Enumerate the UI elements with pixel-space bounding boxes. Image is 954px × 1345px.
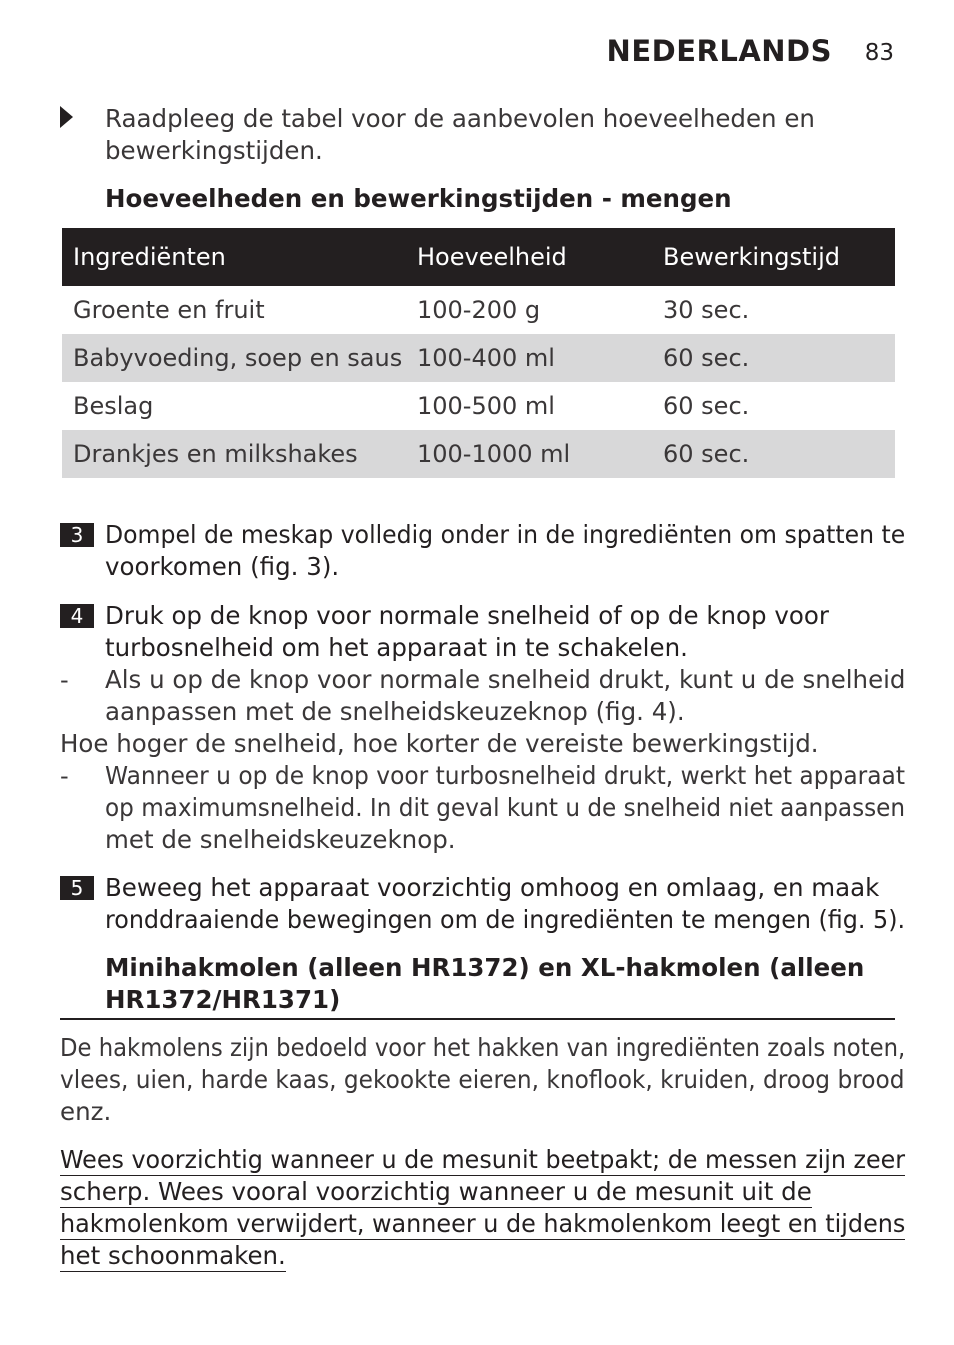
warning-line-3 xyxy=(60,1208,905,1240)
step3-line-1: Dompel de meskap volledig onder in de ingrediënten om spatten te xyxy=(105,520,906,549)
step5-line-2: ronddraaiende bewegingen om de ingrediënten te mengen (fig. 5). xyxy=(105,905,906,934)
warning-line-1 xyxy=(60,1144,905,1176)
table-cell: 60 sec. xyxy=(663,392,750,420)
step4-note: Hoe hoger de snelheid, hoe korter de vereiste bewerkingstijd. xyxy=(60,729,819,758)
table-row xyxy=(62,334,895,382)
section-body-line-3: enz. xyxy=(60,1097,112,1126)
step4-dash2-line-2: op maximumsnelheid. In dit geval kunt u de snelheid niet aanpassen xyxy=(105,793,906,822)
warning-text: Wees voorzichtig wanneer u de mesunit beetpakt; de messen zijn zeer xyxy=(60,1145,906,1174)
step4-line-1: Druk op de knop voor normale snelheid of op de knop voor xyxy=(105,601,829,630)
table-cell: 100-500 ml xyxy=(417,392,555,420)
warning-line-2 xyxy=(60,1176,812,1208)
section-body-line-1: De hakmolens zijn bedoeld voor het hakken van ingrediënten zoals noten, xyxy=(60,1033,906,1062)
section-heading-line-1: Minihakmolen (alleen HR1372) en XL-hakmolen (alleen xyxy=(105,953,865,982)
quantities-table xyxy=(62,228,895,478)
step4-dash2-line-3: met de snelheidskeuzeknop. xyxy=(105,825,456,854)
table-header-cell: Ingrediënten xyxy=(62,228,406,286)
bullet-arrow-icon xyxy=(60,106,73,128)
table-cell: 60 sec. xyxy=(652,334,895,382)
section-divider xyxy=(60,1018,895,1020)
page-language-heading: NEDERLANDS xyxy=(606,34,832,68)
table-header-cell: Bewerkingstijd xyxy=(652,228,895,286)
warning-text: scherp. Wees vooral voorzichtig wanneer u de mesunit uit de xyxy=(60,1177,812,1206)
table-cell: 100-400 ml xyxy=(406,334,652,382)
section-heading-line-2: HR1372/HR1371) xyxy=(105,985,341,1014)
step-number-4: 4 xyxy=(60,604,94,628)
step4-line-2: turbosnelheid om het apparaat in te schakelen. xyxy=(105,633,688,662)
table-cell: Babyvoeding, soep en saus xyxy=(62,334,406,382)
table-cell: Beslag xyxy=(73,392,154,420)
dash-marker: - xyxy=(60,666,69,694)
intro-line-1: Raadpleeg de tabel voor de aanbevolen hoeveelheden en xyxy=(105,104,815,133)
table-row xyxy=(62,382,895,430)
table-row xyxy=(62,430,895,478)
table-cell: 100-200 g xyxy=(417,296,541,324)
table-cell: 30 sec. xyxy=(663,296,750,324)
table-title: Hoeveelheden en bewerkingstijden - mengen xyxy=(105,184,732,213)
table-cell: 60 sec. xyxy=(652,430,895,478)
step3-line-2: voorkomen (fig. 3). xyxy=(105,552,340,581)
table-header-cell: Hoeveelheid xyxy=(406,228,652,286)
table-header-row xyxy=(62,228,895,286)
table-cell: Drankjes en milkshakes xyxy=(62,430,406,478)
dash-marker: - xyxy=(60,762,69,790)
intro-line-2: bewerkingstijden. xyxy=(105,136,323,165)
step4-dash1-line-1: Als u op de knop voor normale snelheid drukt, kunt u de snelheid xyxy=(105,665,906,694)
warning-text: hakmolenkom verwijdert, wanneer u de hakmolenkom leegt en tijdens xyxy=(60,1209,906,1238)
table-cell: Groente en fruit xyxy=(73,296,265,324)
step-number-5: 5 xyxy=(60,876,94,900)
section-body-line-2: vlees, uien, harde kaas, gekookte eieren, knoflook, kruiden, droog brood xyxy=(60,1065,905,1094)
table-cell: 100-1000 ml xyxy=(406,430,652,478)
step-number-3: 3 xyxy=(60,523,94,547)
step5-line-1: Beweeg het apparaat voorzichtig omhoog en omlaag, en maak xyxy=(105,873,880,902)
step4-dash1-line-2: aanpassen met de snelheidskeuzeknop (fig. 4). xyxy=(105,697,685,726)
warning-text: het schoonmaken. xyxy=(60,1241,286,1270)
table-row xyxy=(62,286,895,334)
page-number: 83 xyxy=(864,40,894,66)
step4-dash2-line-1: Wanneer u op de knop voor turbosnelheid drukt, werkt het apparaat xyxy=(105,761,905,790)
warning-line-4 xyxy=(60,1240,286,1272)
